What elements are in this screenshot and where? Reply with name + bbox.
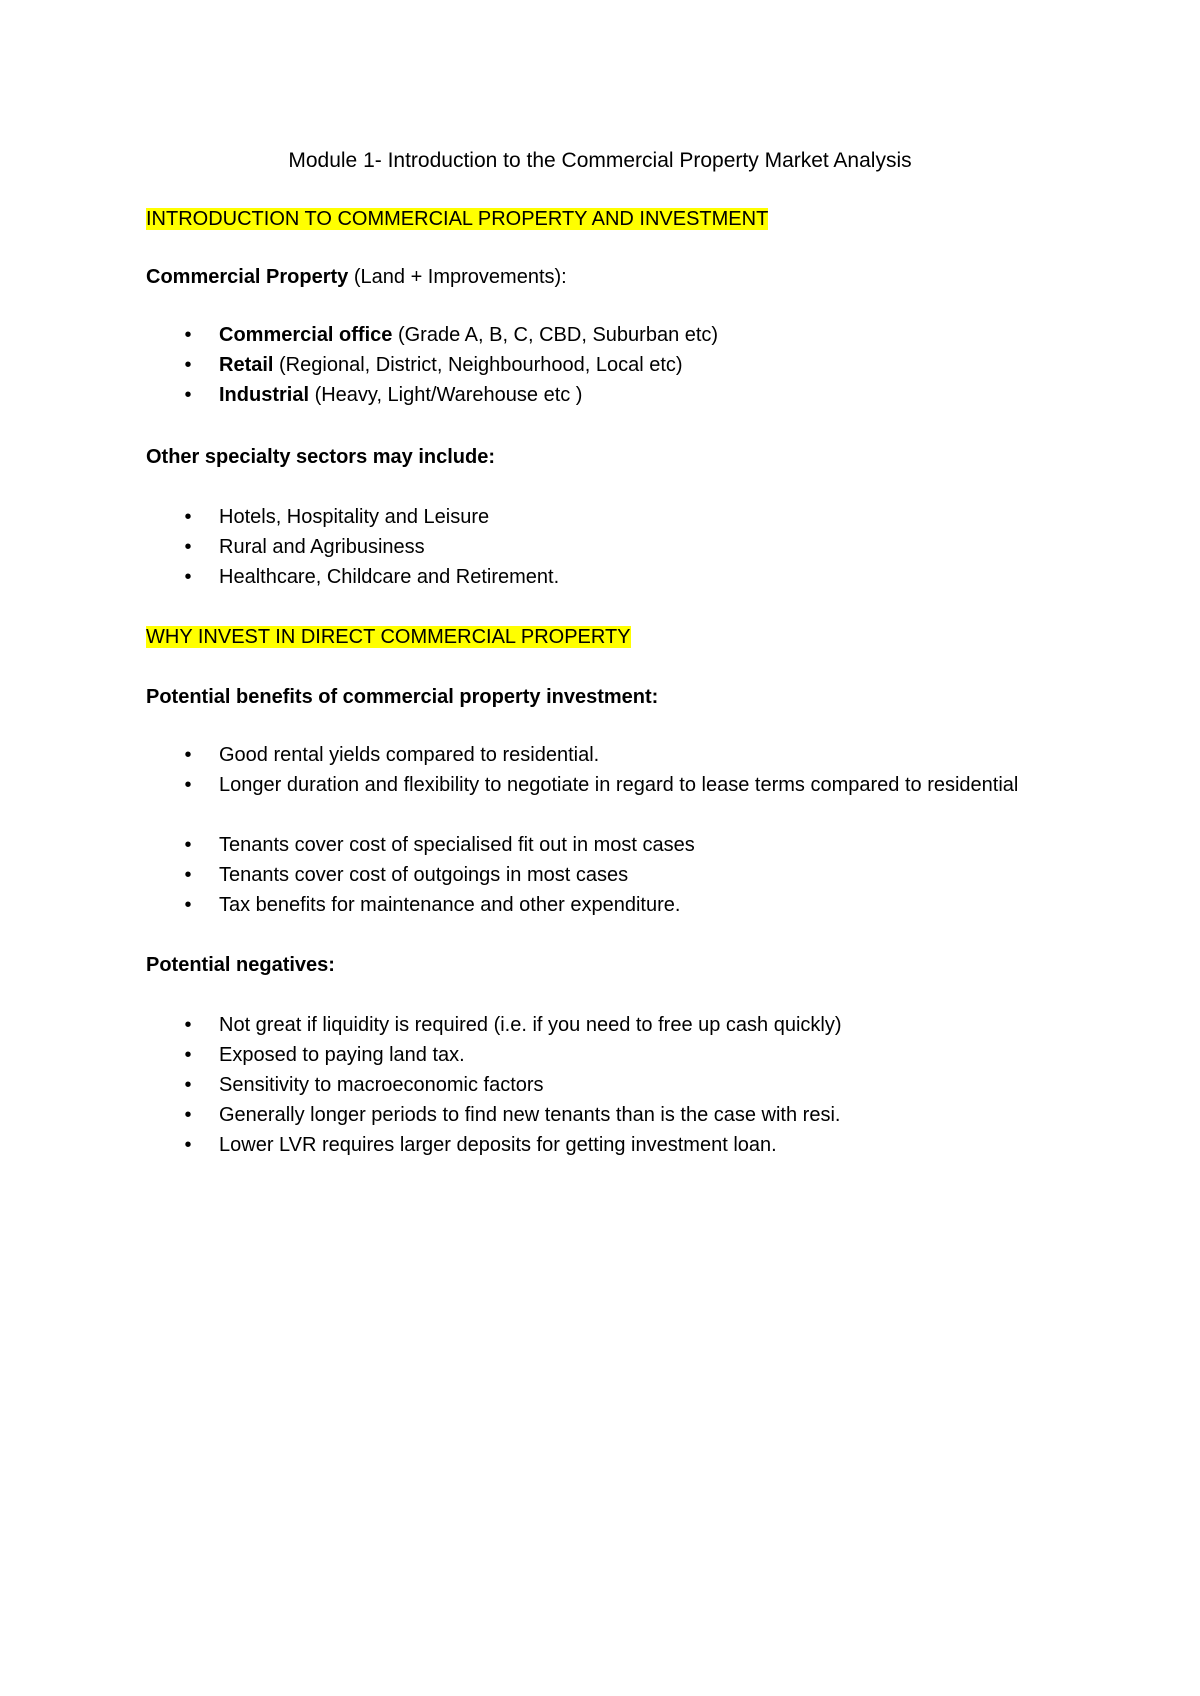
commercial-property-subheading bbox=[146, 264, 567, 290]
item-text: Good rental yields compared to residential. bbox=[219, 744, 600, 766]
item-text: Lower LVR requires larger deposits for getting investment loan. bbox=[219, 1134, 777, 1156]
item-text: Tenants cover cost of specialised fit out in most cases bbox=[219, 834, 695, 856]
highlighted-heading: INTRODUCTION TO COMMERCIAL PROPERTY AND INVESTMENT bbox=[146, 208, 769, 230]
bullet-icon: • bbox=[184, 1104, 192, 1126]
bullet-icon: • bbox=[184, 506, 192, 528]
item-text: Not great if liquidity is required (i.e. if you need to free up cash quickly) bbox=[219, 1014, 842, 1036]
bullet-icon: • bbox=[184, 566, 192, 588]
bullet-icon: • bbox=[184, 324, 192, 346]
bullet-icon: • bbox=[184, 1044, 192, 1066]
list-item bbox=[0, 772, 1200, 832]
section-heading-intro bbox=[146, 206, 768, 232]
bullet-icon: • bbox=[184, 1074, 192, 1096]
bullet-icon: • bbox=[184, 894, 192, 916]
item-text: Hotels, Hospitality and Leisure bbox=[219, 506, 490, 528]
bullet-icon: • bbox=[184, 1014, 192, 1036]
negatives-heading: Potential negatives: bbox=[146, 954, 335, 976]
item-text: Exposed to paying land tax. bbox=[219, 1044, 465, 1066]
item-rest: (Grade A, B, C, CBD, Suburban etc) bbox=[392, 324, 719, 346]
item-text: Longer duration and flexibility to negotiate in regard to lease terms compared to residential bbox=[219, 774, 1019, 796]
subheading-rest: (Land + Improvements): bbox=[348, 266, 567, 288]
item-bold: Commercial office bbox=[219, 324, 393, 346]
item-text: Generally longer periods to find new tenants than is the case with resi. bbox=[219, 1104, 841, 1126]
item-rest: (Regional, District, Neighbourhood, Local etc) bbox=[273, 354, 683, 376]
item-text: Healthcare, Childcare and Retirement. bbox=[219, 566, 560, 588]
document-title: Module 1- Introduction to the Commercial Property Market Analysis bbox=[288, 149, 912, 172]
bullet-icon: • bbox=[184, 384, 192, 406]
item-text: Tenants cover cost of outgoings in most cases bbox=[219, 864, 629, 886]
other-sectors-heading: Other specialty sectors may include: bbox=[146, 446, 496, 468]
bullet-icon: • bbox=[184, 834, 192, 856]
bullet-icon: • bbox=[184, 864, 192, 886]
highlighted-heading: WHY INVEST IN DIRECT COMMERCIAL PROPERTY bbox=[146, 626, 631, 648]
item-bold: Retail bbox=[219, 354, 274, 376]
bullet-icon: • bbox=[184, 744, 192, 766]
benefits-heading: Potential benefits of commercial property investment: bbox=[146, 686, 659, 708]
bullet-icon: • bbox=[184, 354, 192, 376]
item-text: Sensitivity to macroeconomic factors bbox=[219, 1074, 544, 1096]
item-text: Tax benefits for maintenance and other expenditure. bbox=[219, 894, 681, 916]
bullet-icon: • bbox=[184, 774, 192, 796]
item-text: Rural and Agribusiness bbox=[219, 536, 425, 558]
section-heading-why-invest bbox=[146, 624, 631, 650]
subheading-bold: Commercial Property bbox=[146, 266, 349, 288]
item-bold: Industrial bbox=[219, 384, 310, 406]
bullet-icon: • bbox=[184, 536, 192, 558]
bullet-icon: • bbox=[184, 1134, 192, 1156]
item-rest: (Heavy, Light/Warehouse etc ) bbox=[309, 384, 583, 406]
